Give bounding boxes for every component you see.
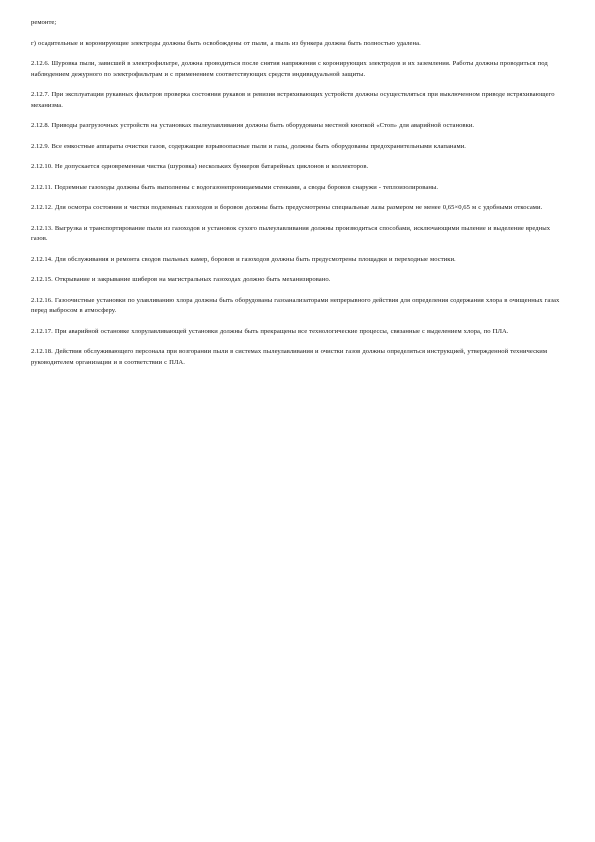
paragraph-2-12-17: 2.12.17. При аварийной остановке хлорулавливающей установки должны быть прекращены все технологические процессы, связанные с выделением хлора, по ПЛА. [31,327,509,335]
paragraph-2-12-13: 2.12.13. Выгрузка и транспортирование пыли из газоходов и установок сухого пылеулавливания должны производиться способами, исключающими пыление и выделение вредных газов. [31,224,551,242]
paragraph-2-12-15: 2.12.15. Открывание и закрывание шиберов на магистральных газоходах должно быть механизировано. [31,276,331,283]
paragraph-item-g: г) осадительные и коронирующие электроды должны быть освобождены от пыли, а пыль из бункера должна быть полностью удалена. [31,39,421,47]
paragraph-2-12-16: 2.12.16. Газоочистные установки по улавливанию хлора должны быть оборудованы газоанализаторами непрерывного действия для определения содержания хлора в очищенных газах перед выбросом в атмосферу. [31,296,560,314]
paragraph-2-12-12: 2.12.12. Для осмотра состояния и чистки подземных газоходов и боровов должны быть предусмотрены специальные лазы размером не менее 0,65×0,65 м с удобными откосами. [31,204,543,211]
paragraph-continuation: ремонте; [31,19,57,26]
document-body [31,18,563,378]
paragraph-2-12-18: 2.12.18. Действия обслуживающего персонала при возгорании пыли в системах пылеулавливания и очистки газов должны определяться инструкцией, утвержденной техническим руководителем организации и в соответствии с ПЛА. [31,348,548,366]
paragraph-2-12-14: 2.12.14. Для обслуживания и ремонта сводов пыльных камер, боровов и газоходов должны быть предусмотрены площадки и переходные мостики. [31,255,456,263]
paragraph-2-12-9: 2.12.9. Все емкостные аппараты очистки газов, содержащие взрывоопасные пыли и газы, должны быть оборудованы предохранительными клапанами. [31,142,466,150]
paragraph-2-12-8: 2.12.8. Приводы разгрузочных устройств на установках пылеулавливания должны быть оборудованы местной кнопкой «Стоп» для аварийной остановки. [31,122,475,129]
paragraph-2-12-11: 2.12.11. Подземные газоходы должны быть выполнены с водогазонепроницаемыми стенками, а своды боровов снаружи - теплоизолированы. [31,183,439,191]
paragraph-2-12-6: 2.12.6. Шуровка пыли, зависшей в электрофильтре, должна проводиться после снятия напряжения с коронирующих электродов и их заземления. Работы должны проводиться под наблюдением дежурного по электрофильтрам и с применением соответствующих средств индивидуальной защиты. [31,60,548,78]
paragraph-2-12-10: 2.12.10. Не допускается одновременная чистка (шуровка) нескольких бункеров батарейных циклонов и коллекторов. [31,163,369,170]
paragraph-2-12-7: 2.12.7. При эксплуатации рукавных фильтров проверка состояния рукавов и ревизия встряхивающих устройств должны осуществляться при выключенном приводе встряхивающего механизма. [31,91,555,109]
